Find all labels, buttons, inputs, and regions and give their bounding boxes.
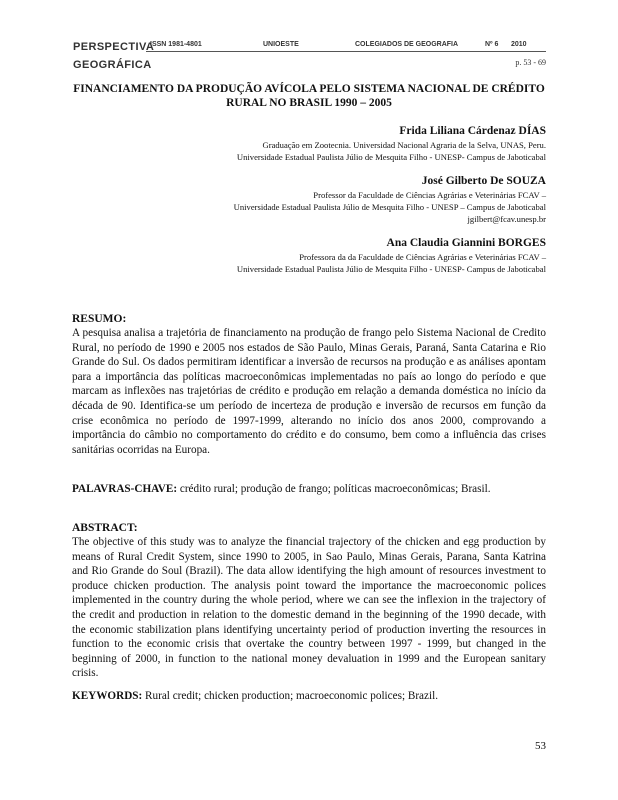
- journal-name-line2: GEOGRÁFICA: [73, 59, 152, 71]
- author-affiliation: Professora da da Faculdade de Ciências Agrárias e Veterinárias FCAV –: [299, 252, 546, 262]
- header-rule: [146, 51, 546, 52]
- issue-number: Nº 6: [485, 41, 499, 48]
- author-affiliation: Professor da Faculdade de Ciências Agrárias e Veterinárias FCAV –: [313, 190, 546, 200]
- resumo-section: [72, 312, 546, 457]
- author-affiliation: Universidade Estadual Paulista Júlio de Mesquita Filho - UNESP- Campus de Jaboticabal: [236, 264, 546, 274]
- resumo-text: A pesquisa analisa a trajetória de financiamento na produção de frango pelo Sistema Nacional de Credito Rural, no período de 1990 e 2005 nos estados de São Paulo, Minas Gerais, Paraná, Santa Catarina e Rio Grande do Sul. Os dados permitiram identificar a inversão de recursos na produção e as análises apontam para a importância das políticas macroeconômicas implementadas no país ao longo do período e que marcam as inflexões nas trajetórias de crédito e produção em relação a demanda doméstica no início da década de 90. Identifica-se um período de incerteza de produção e inversão de recursos em função da crise econômica no período de 1997-1999, alterando no início dos anos 2000, comprovando a importância do câmbio no comportamento do crédito e do consumo, bem como a influência das crises sanitárias ocorridas na Europa.: [72, 327, 546, 456]
- author-affiliation: Universidade Estadual Paulista Júlio de Mesquita Filho - UNESP – Campus de Jaboticabal: [233, 202, 546, 212]
- palavras-chave-label: PALAVRAS-CHAVE:: [72, 483, 178, 495]
- author-affiliation: Graduação em Zootecnia. Universidad Nacional Agraria de la Selva, UNAS, Peru.: [262, 140, 546, 150]
- abstract-section: [72, 521, 546, 681]
- journal-section: COLEGIADOS DE GEOGRAFIA: [355, 41, 459, 48]
- paper-title: FINANCIAMENTO DA PRODUÇÃO AVÍCOLA PELO SISTEMA NACIONAL DE CRÉDITO RURAL NO BRASIL 1990 – 2005: [73, 83, 545, 109]
- journal-logo: [73, 38, 153, 74]
- author-email: jgilbert@fcav.unesp.br: [467, 214, 546, 224]
- palavras-chave-text: crédito rural; produção de frango; políticas macroeconômicas; Brasil.: [177, 483, 491, 495]
- resumo-heading: RESUMO:: [72, 313, 127, 325]
- author-name: Frida Liliana Cárdenaz DÍAS: [399, 125, 546, 137]
- page-number: 53: [535, 740, 546, 752]
- abstract-heading: ABSTRACT:: [72, 522, 138, 534]
- keywords-text: Rural credit; chicken production; macroeconomic polices; Brazil.: [142, 690, 438, 702]
- author-block-1: [106, 123, 546, 163]
- keywords: [72, 689, 546, 703]
- page-range: p. 53 - 69: [515, 58, 546, 67]
- author-block-3: [106, 235, 546, 275]
- keywords-label: KEYWORDS:: [72, 690, 143, 702]
- institution: UNIOESTE: [263, 41, 299, 48]
- palavras-chave: [72, 482, 546, 496]
- author-name: Ana Claudia Giannini BORGES: [386, 237, 546, 249]
- author-affiliation: Universidade Estadual Paulista Júlio de Mesquita Filho - UNESP- Campus de Jaboticabal: [236, 152, 546, 162]
- author-name: José Gilberto De SOUZA: [421, 175, 546, 187]
- abstract-text: The objective of this study was to analyze the financial trajectory of the chicken and egg production by means of Rural Credit System, since 1990 to 2005, in Sao Paulo, Minas Gerais, Parana, Santa Katrina and Rio Grande do Soul (Brazil). The data allow identifying the high amount of resources investment to produce chicken production. The analysis point toward the importance the macroeconomic polices implemented in the country during the whole period, where we can see the inflexion in the trajectory of the credit and production in relation to the domestic demand in the beginning of the 1990 decade, with the economic stabilization plans identifying uncertainty period of production inverting the resources in function to the economic crisis that overtake the country between 1997 - 1999, but changed in the beginning of 2000, in function to the national money devaluation in 1999 and the European sanitary crisis.: [72, 536, 546, 680]
- issue-year: 2010: [511, 41, 527, 48]
- journal-name-line1: PERSPECTIVA: [73, 41, 155, 53]
- issn: ISSN 1981-4801: [150, 41, 202, 48]
- author-block-2: [106, 173, 546, 225]
